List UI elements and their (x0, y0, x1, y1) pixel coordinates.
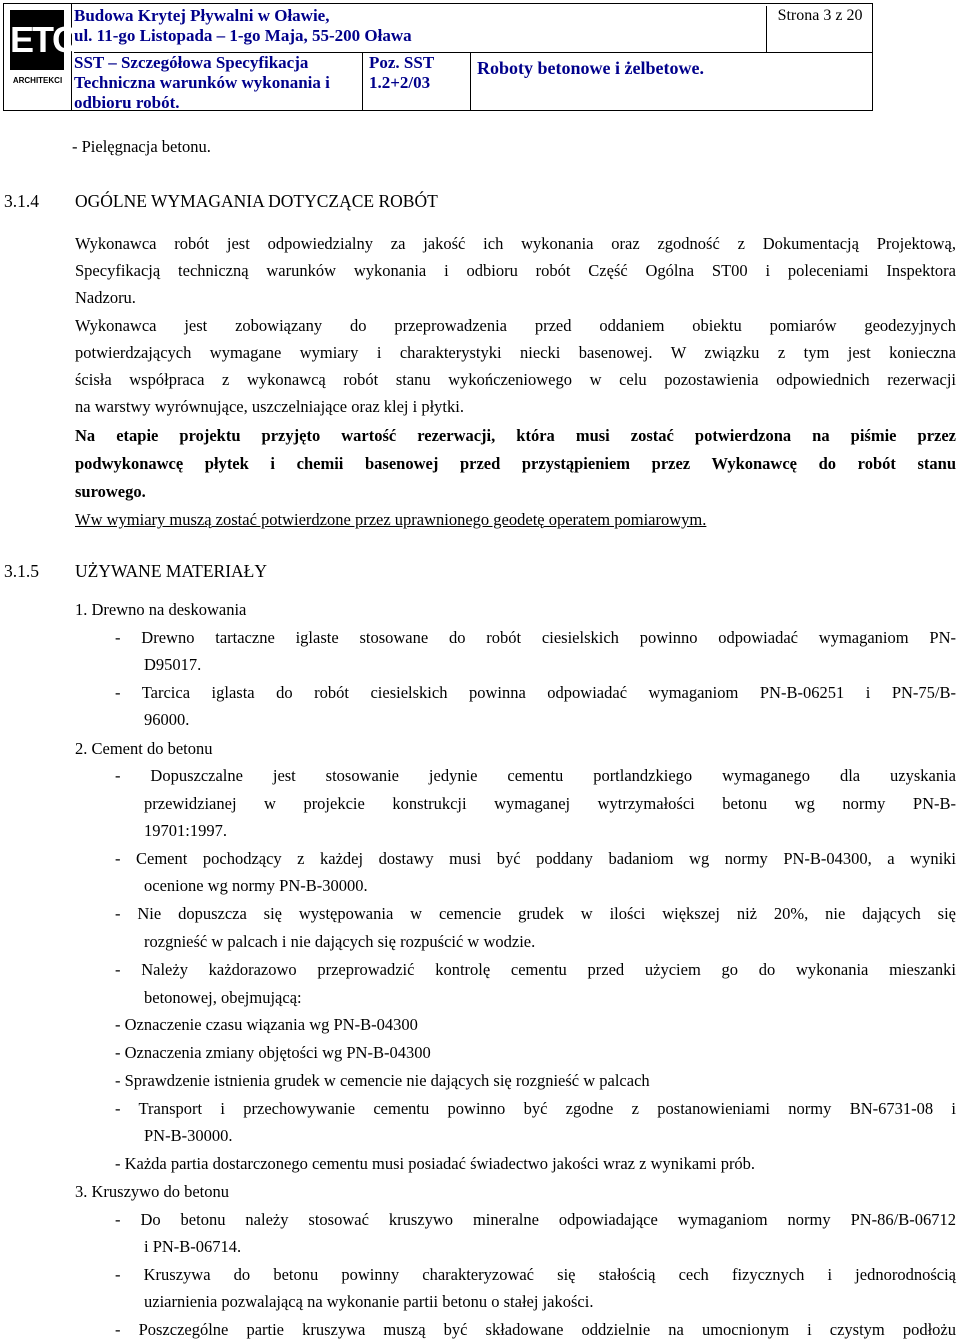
list-item-2b-line-2: ocenione wg normy PN-B-30000. (144, 876, 368, 895)
list-item-2e: - Oznaczenie czasu wiązania wg PN-B-04300 (115, 1015, 418, 1034)
position-line-2: 1.2+2/03 (369, 73, 431, 92)
list-item-3a-line-2: i PN-B-06714. (144, 1237, 242, 1256)
list-item-3c-line-1: - Poszczególne partie kruszywa muszą być składowane oddzielnie na umocnionym i czystym podłożu (115, 1320, 956, 1339)
list-item-3: 3. Kruszywo do betonu (75, 1182, 229, 1201)
list-item-1b-line-2: 96000. (144, 710, 190, 729)
spec-line-3: odbioru robót. (74, 93, 180, 112)
section-title: Roboty betonowe i żelbetowe. (477, 58, 704, 78)
list-item-1: 1. Drewno na deskowania (75, 600, 247, 619)
spec-name-cell (74, 52, 362, 110)
list-item-2h-line-1: - Transport i przechowywanie cementu powinno być zgodne z postanowieniami normy BN-6731-08 i (115, 1099, 956, 1118)
section-3-1-5-number: 3.1.5 (4, 561, 39, 581)
section-title-cell (470, 52, 873, 110)
logo-subtitle: ARCHITEKCI (12, 76, 63, 85)
list-item-2d-line-1: - Należy każdorazowo przeprowadzić kontrolę cementu przed użyciem go do wykonania mieszanki (115, 960, 956, 979)
list-item-3a-line-1: - Do betonu należy stosować kruszywo mineralne odpowiadające wymaganiom normy PN-86/B-06712 (115, 1210, 956, 1229)
section-3-1-5-title: UŻYWANE MATERIAŁY (75, 561, 267, 581)
list-item-2a-line-2: przewidzianej w projekcie konstrukcji wymaganej wytrzymałości betonu wg normy PN-B- (144, 794, 956, 813)
project-line-1: Budowa Krytej Pływalni w Oławie, (74, 6, 330, 25)
list-item-2c-line-2: rozgnieść w palcach i nie dających się rozpuścić w wodzie. (144, 932, 536, 951)
paragraph-1-line-2: Specyfikacją techniczną warunków wykonania i odbioru robót Część Ogólna ST00 i poleceniami Inspektora (75, 261, 956, 280)
list-item-2a-line-3: 19701:1997. (144, 821, 227, 840)
paragraph-2-line-3: ścisła współpraca z wykonawcą robót stanu wykończeniowego w celu pozostawienia odpowiednich rezerwacji (75, 370, 956, 389)
list-item-2b-line-1: - Cement pochodzący z każdej dostawy musi być poddany badaniom wg normy PN-B-04300, a wyniki (115, 849, 956, 868)
list-item-1b-line-1: - Tarcica iglasta do robót ciesielskich powinna odpowiadać wymaganiom PN-B-06251 i PN-75/B- (115, 683, 956, 702)
list-item-2g: - Sprawdzenie istnienia grudek w cemencie nie dających się rozgnieść w palcach (115, 1071, 650, 1090)
paragraph-4-line-1: Ww wymiary muszą zostać potwierdzone przez uprawnionego geodetę operatem pomiarowym. (75, 510, 707, 529)
company-logo (4, 4, 76, 110)
list-item-2c-line-1: - Nie dopuszcza się występowania w cemencie grudek w ilości większej niż 20%, nie dających się (115, 904, 956, 923)
list-item-2h-line-2: PN-B-30000. (144, 1126, 233, 1145)
project-line-2: ul. 11-go Listopada – 1-go Maja, 55-200 Oława (74, 26, 412, 45)
spec-line-2: Techniczna warunków wykonania i (74, 73, 330, 92)
position-line-1: Poz. SST (369, 53, 435, 72)
bullet-curing: - Pielęgnacja betonu. (72, 137, 211, 156)
list-item-1a-line-1: - Drewno tartaczne iglaste stosowane do robót ciesielskich powinno odpowiadać wymaganiom PN- (115, 628, 956, 647)
list-item-2i: - Każda partia dostarczonego cementu musi posiadać świadectwo jakości wraz z wynikami prób. (115, 1154, 756, 1173)
paragraph-3-line-1: Na etapie projektu przyjęto wartość rezerwacji, która musi zostać potwierdzona na piśmie przez (75, 426, 956, 445)
section-3-1-4-title: OGÓLNE WYMAGANIA DOTYCZĄCE ROBÓT (75, 191, 438, 211)
list-item-2a-line-1: - Dopuszczalne jest stosowanie jedynie cementu portlandzkiego wymaganego dla uzyskania (115, 766, 956, 785)
spec-line-1: SST – Szczegółowa Specyfikacja (74, 53, 309, 72)
paragraph-3-line-3: surowego. (75, 482, 146, 501)
list-item-2d-line-2: betonowej, obejmującą: (144, 988, 302, 1007)
paragraph-1-line-1: Wykonawca robót jest odpowiedzialny za jakość ich wykonania oraz zgodność z Dokumentacją Projektową, (75, 234, 956, 253)
list-item-2f: - Oznaczenia zmiany objętości wg PN-B-04300 (115, 1043, 431, 1062)
list-item-1a-line-2: D95017. (144, 655, 202, 674)
paragraph-2-line-1: Wykonawca jest zobowiązany do przeprowadzenia przed oddaniem obiektu pomiarów geodezyjnych (75, 316, 956, 335)
paragraph-2-line-4: na warstwy wyrównujące, uszczelniające oraz klej i płytki. (75, 397, 464, 416)
project-name-cell (74, 6, 474, 52)
document-header (3, 3, 873, 111)
section-3-1-4-number: 3.1.4 (4, 191, 39, 211)
logo-letters: ETC (10, 10, 64, 70)
list-item-3b-line-1: - Kruszywa do betonu powinny charakteryzować się stałością cech fizycznych i jednorodnością (115, 1265, 956, 1284)
list-item-3b-line-2: uziarnienia pozwalającą na wykonanie partii betonu o stałej jakości. (144, 1292, 594, 1311)
page-number: Strona 3 z 20 (766, 6, 873, 52)
position-cell (362, 52, 470, 110)
list-item-2: 2. Cement do betonu (75, 739, 213, 758)
paragraph-3-line-2: podwykonawcę płytek i chemii basenowej przed przystąpieniem przez Wykonawcę do robót stanu (75, 454, 956, 473)
paragraph-2-line-2: potwierdzających wymagane wymiary i charakterystyki niecki basenowej. W związku z tym jest konieczna (75, 343, 956, 362)
paragraph-1-line-3: Nadzoru. (75, 288, 136, 307)
